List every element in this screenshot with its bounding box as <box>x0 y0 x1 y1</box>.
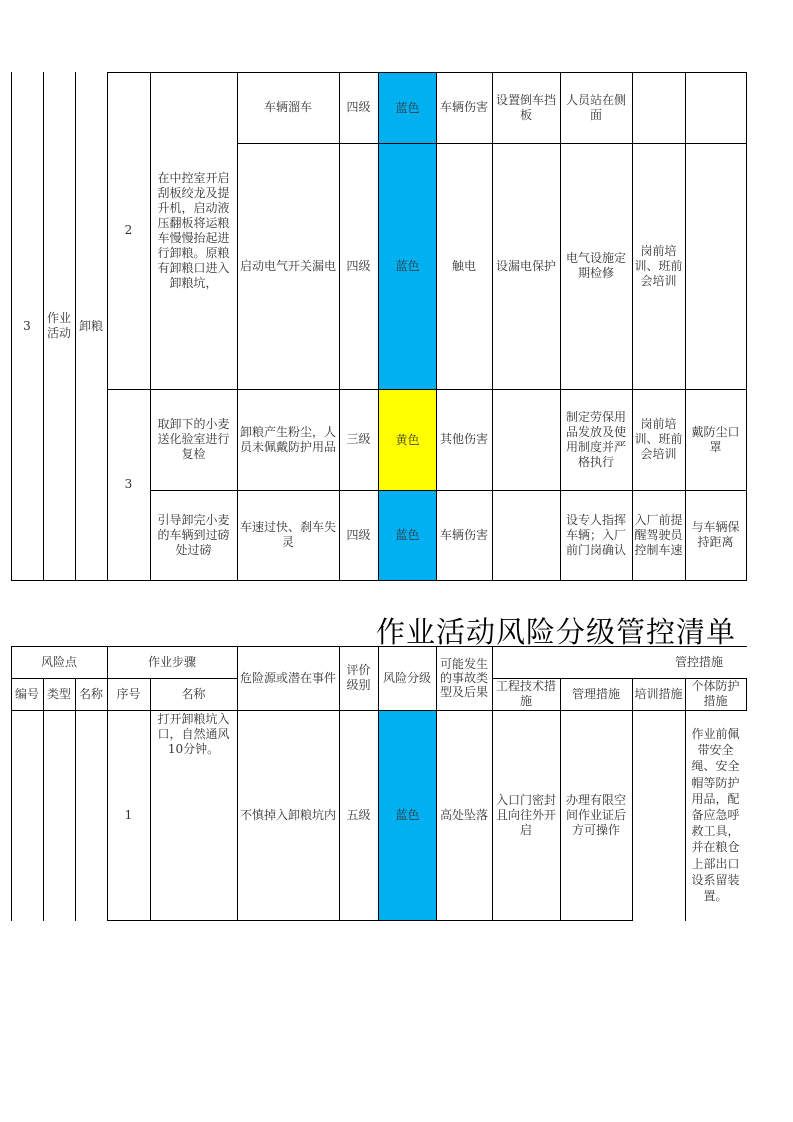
ppe-cell <box>685 143 746 389</box>
grid-line <box>746 678 747 710</box>
header-name: 名称 <box>78 686 103 701</box>
header-training: 培训措施 <box>634 686 683 701</box>
header-control: 管控措施 <box>674 654 723 669</box>
risk-level-badge: 黄色 <box>379 390 436 490</box>
ppe-cell: 戴防尘口罩 <box>691 424 740 454</box>
training-cell: 岗前培训、班前会培训 <box>634 417 683 461</box>
page-title: 作业活动风险分级管控清单 <box>376 615 737 649</box>
header-grade: 评价级别 <box>346 663 371 692</box>
grade-cell: 五级 <box>346 807 371 822</box>
risk-level-badge: 蓝色 <box>379 144 436 389</box>
risk-point-name: 卸粮 <box>78 318 103 333</box>
grid-line <box>43 678 44 921</box>
engineering-cell <box>492 490 560 580</box>
header-ppe: 个体防护措施 <box>691 679 740 708</box>
grid-line <box>746 72 747 580</box>
engineering-cell: 入口门密封且向往外开启 <box>495 792 556 837</box>
header-no: 编号 <box>14 686 39 701</box>
management-cell: 制定劳保用品发放及使用制度并严格执行 <box>565 409 626 469</box>
step-name: 引导卸完小麦的车辆到过磅处过磅 <box>157 512 230 557</box>
training-cell: 岗前培训、班前会培训 <box>634 243 683 288</box>
step-name: 打开卸粮坑入口，自然通风10分钟。 <box>157 712 230 756</box>
consequence-cell: 其他伤害 <box>439 432 488 446</box>
training-cell <box>632 710 685 920</box>
grid-line <box>107 920 632 921</box>
training-cell: 入厂前提醒驾驶员控制车速 <box>634 512 683 557</box>
consequence-cell: 触电 <box>451 258 476 273</box>
training-cell <box>632 72 685 143</box>
step-seq: 2 <box>124 223 133 237</box>
header-step-name: 名称 <box>181 686 206 701</box>
header-risk-point: 风险点 <box>40 654 77 669</box>
step-name: 取卸下的小麦送化验室进行复检 <box>157 417 230 461</box>
hazard-cell: 启动电气开关漏电 <box>239 258 336 273</box>
step-seq: 1 <box>124 807 133 822</box>
grade-cell: 四级 <box>346 100 371 114</box>
header-risk-level: 风险分级 <box>382 670 431 685</box>
engineering-cell: 设置倒车挡板 <box>495 92 556 122</box>
header-consequence: 可能发生的事故类型及后果 <box>439 657 488 699</box>
ppe-cell: 与车辆保持距离 <box>691 520 740 549</box>
header-hazard: 危险源或潜在事件 <box>239 670 336 685</box>
risk-level-badge: 蓝色 <box>379 73 436 143</box>
step-name: 在中控室开启刮板绞龙及提升机，启动液压翻板将运粮车慢慢抬起进行卸粮。原粮有卸粮口进入卸粮坑， <box>157 170 230 290</box>
grade-cell: 三级 <box>346 432 371 446</box>
management-cell: 办理有限空间作业证后方可操作 <box>565 792 626 837</box>
hazard-cell: 不慎掉入卸粮坑内 <box>239 807 336 822</box>
header-type: 类型 <box>46 686 71 701</box>
hazard-cell: 车辆溜车 <box>263 100 312 114</box>
grade-cell: 四级 <box>346 258 371 273</box>
header-work-steps: 作业步骤 <box>147 654 196 669</box>
ppe-cell: 作业前佩带安全绳、安全帽等防护用品，配备应急呼救工具，并在粮仓上部出口设系留装置。 <box>691 727 740 904</box>
risk-point-type: 作业活动 <box>46 311 71 340</box>
hazard-cell: 卸粮产生粉尘，人员未佩戴防护用品 <box>239 424 336 454</box>
management-cell: 设专人指挥车辆；入厂前门岗确认 <box>565 512 626 557</box>
consequence-cell: 车辆伤害 <box>439 100 488 114</box>
grid-line <box>75 678 76 921</box>
ppe-cell <box>685 72 746 143</box>
header-management: 管理措施 <box>571 686 620 701</box>
grid-line <box>11 580 747 581</box>
risk-level-badge: 蓝色 <box>379 491 436 580</box>
engineering-cell: 设漏电保护 <box>495 258 556 273</box>
consequence-cell: 车辆伤害 <box>439 527 488 542</box>
engineering-cell <box>492 389 560 490</box>
header-seq: 序号 <box>116 686 141 701</box>
management-cell: 人员站在侧面 <box>565 92 626 122</box>
header-engineering: 工程技术措施 <box>495 679 556 708</box>
hazard-cell: 车速过快、刹车失灵 <box>239 520 336 549</box>
step-seq: 3 <box>124 477 133 491</box>
management-cell: 电气设施定期检修 <box>565 251 626 280</box>
risk-level-badge: 蓝色 <box>379 711 436 920</box>
grade-cell: 四级 <box>346 527 371 542</box>
consequence-cell: 高处坠落 <box>439 807 488 822</box>
risk-point-no: 3 <box>23 318 31 333</box>
